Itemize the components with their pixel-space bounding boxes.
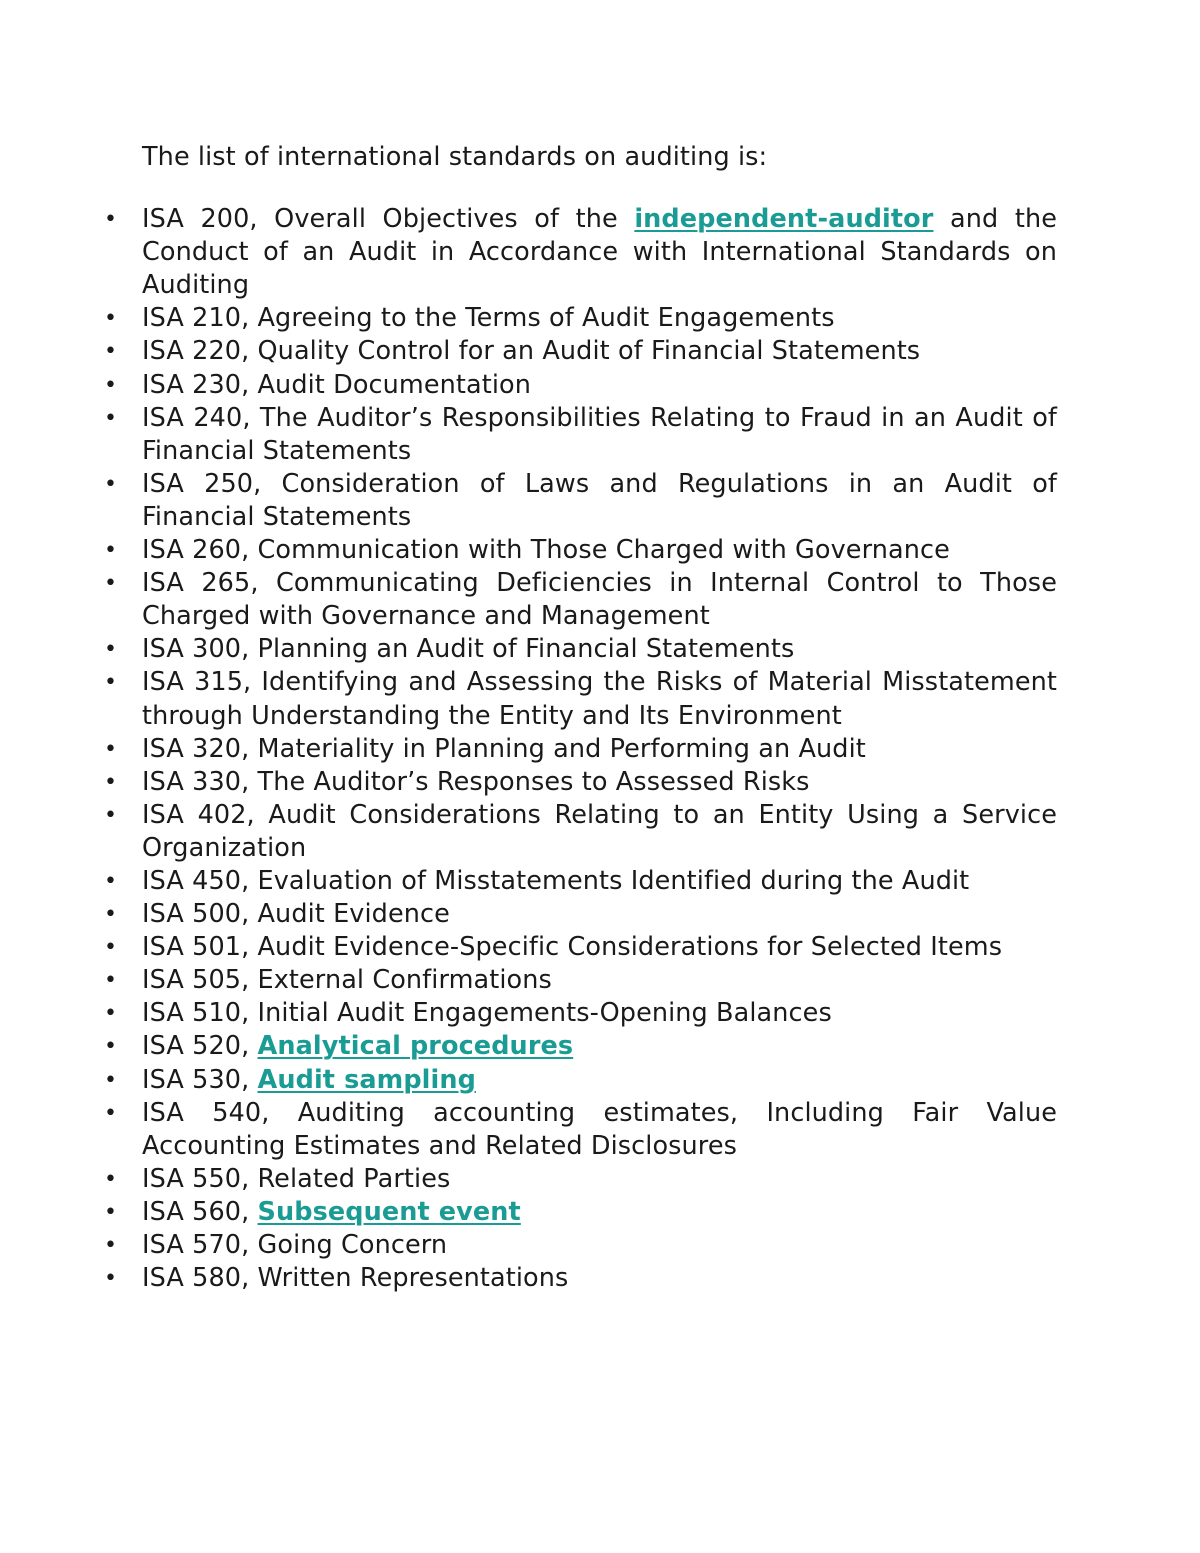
bullet-icon: • [104,769,118,795]
item-text: ISA 560, [142,1196,258,1227]
bullet-icon: • [104,736,118,762]
bullet-icon: • [104,902,118,928]
item-text: ISA 570, Going Concern [142,1230,448,1260]
document-body [104,141,1057,1295]
item-text: ISA 260, Communication with Those Charged with Governance [142,535,950,566]
bullet-icon: • [104,372,118,398]
item-text: ISA 240, The Auditor’s Responsibilities Relating to Fraud in an Audit of Financial Statements [142,402,1057,466]
item-text: ISA 540, Auditing accounting estimates, Including Fair Value Accounting Estimates and Related Disclosures [142,1097,1057,1161]
bullet-icon: • [104,637,118,663]
item-text: ISA 510, Initial Audit Engagements-Opening Balances [142,998,832,1029]
list-item [104,865,1057,898]
isa-standards-list [104,203,1057,1295]
item-text: ISA 402, Audit Considerations Relating to an Entity Using a Service Organization [142,799,1057,863]
list-item [104,203,1057,302]
bullet-icon: • [104,1266,118,1292]
item-text: ISA 200, Overall Objectives of the [142,204,635,235]
bullet-icon: • [104,935,118,961]
subsequent-event-link[interactable]: Subsequent event [257,1196,521,1227]
independent-auditor-link[interactable]: independent-auditor [634,204,934,235]
bullet-icon: • [104,538,118,564]
item-text: ISA 501, Audit Evidence-Specific Considerations for Selected Items [142,932,1003,963]
analytical-procedures-link[interactable]: Analytical procedures [257,1031,574,1062]
item-text: ISA 530, [142,1064,258,1095]
list-item [104,1064,1057,1097]
item-text: ISA 315, Identifying and Assessing the Risks of Material Misstatement through Understanding the Entity and Its Environment [142,667,1057,731]
item-text: ISA 230, Audit Documentation [142,369,531,400]
bullet-icon: • [104,339,118,365]
bullet-icon: • [104,571,118,597]
intro-paragraph: The list of international standards on auditing is: [142,142,768,172]
list-item [104,1262,1057,1295]
item-text: ISA 330, The Auditor’s Responses to Assessed Risks [142,766,810,797]
bullet-icon: • [104,670,118,696]
list-item [104,997,1057,1030]
bullet-icon: • [104,207,118,233]
item-text: ISA 520, [142,1031,258,1062]
list-item [104,931,1057,964]
bullet-icon: • [104,306,118,332]
item-text: ISA 500, Audit Evidence [142,899,450,930]
list-item [104,633,1057,666]
item-text: ISA 210, Agreeing to the Terms of Audit Engagements [142,303,835,334]
list-item [104,1030,1057,1063]
bullet-icon: • [104,1100,118,1126]
item-text: ISA 450, Evaluation of Misstatements Identified during the Audit [142,865,970,896]
item-text: ISA 505, External Confirmations [142,965,552,996]
list-item [104,335,1057,368]
bullet-icon: • [104,802,118,828]
list-item [104,369,1057,402]
list-item [104,1097,1057,1163]
bullet-icon: • [104,868,118,894]
list-item [104,964,1057,997]
bullet-icon: • [104,1034,118,1060]
bullet-icon: • [104,1001,118,1027]
item-text: ISA 265, Communicating Deficiencies in Internal Control to Those Charged with Governance and Management [142,568,1057,632]
list-item [104,1163,1057,1196]
bullet-icon: • [104,471,118,497]
bullet-icon: • [104,1233,118,1258]
item-text-continued: and the Conduct of an Audit in Accordance with International Standards on Auditing [142,204,1057,301]
bullet-icon: • [104,1199,118,1225]
list-item [104,799,1057,865]
list-item [104,302,1057,335]
item-text: ISA 320, Materiality in Planning and Performing an Audit [142,733,866,764]
list-item [104,666,1057,732]
bullet-icon: • [104,968,118,994]
list-item [104,468,1057,534]
list-item [104,733,1057,766]
list-item [104,567,1057,633]
item-text: ISA 300, Planning an Audit of Financial Statements [142,634,795,665]
list-item [104,534,1057,567]
list-item [104,402,1057,468]
list-item [104,1229,1057,1262]
item-text: ISA 580, Written Representations [142,1263,569,1294]
item-text: ISA 220, Quality Control for an Audit of Financial Statements [142,336,921,367]
list-item [104,1196,1057,1229]
item-text: ISA 250, Consideration of Laws and Regulations in an Audit of Financial Statements [142,468,1057,532]
bullet-icon: • [104,1067,118,1093]
audit-sampling-link[interactable]: Audit sampling [257,1064,476,1095]
list-item [104,898,1057,931]
list-item [104,766,1057,799]
bullet-icon: • [104,1166,118,1192]
bullet-icon: • [104,405,118,431]
item-text: ISA 550, Related Parties [142,1163,451,1194]
